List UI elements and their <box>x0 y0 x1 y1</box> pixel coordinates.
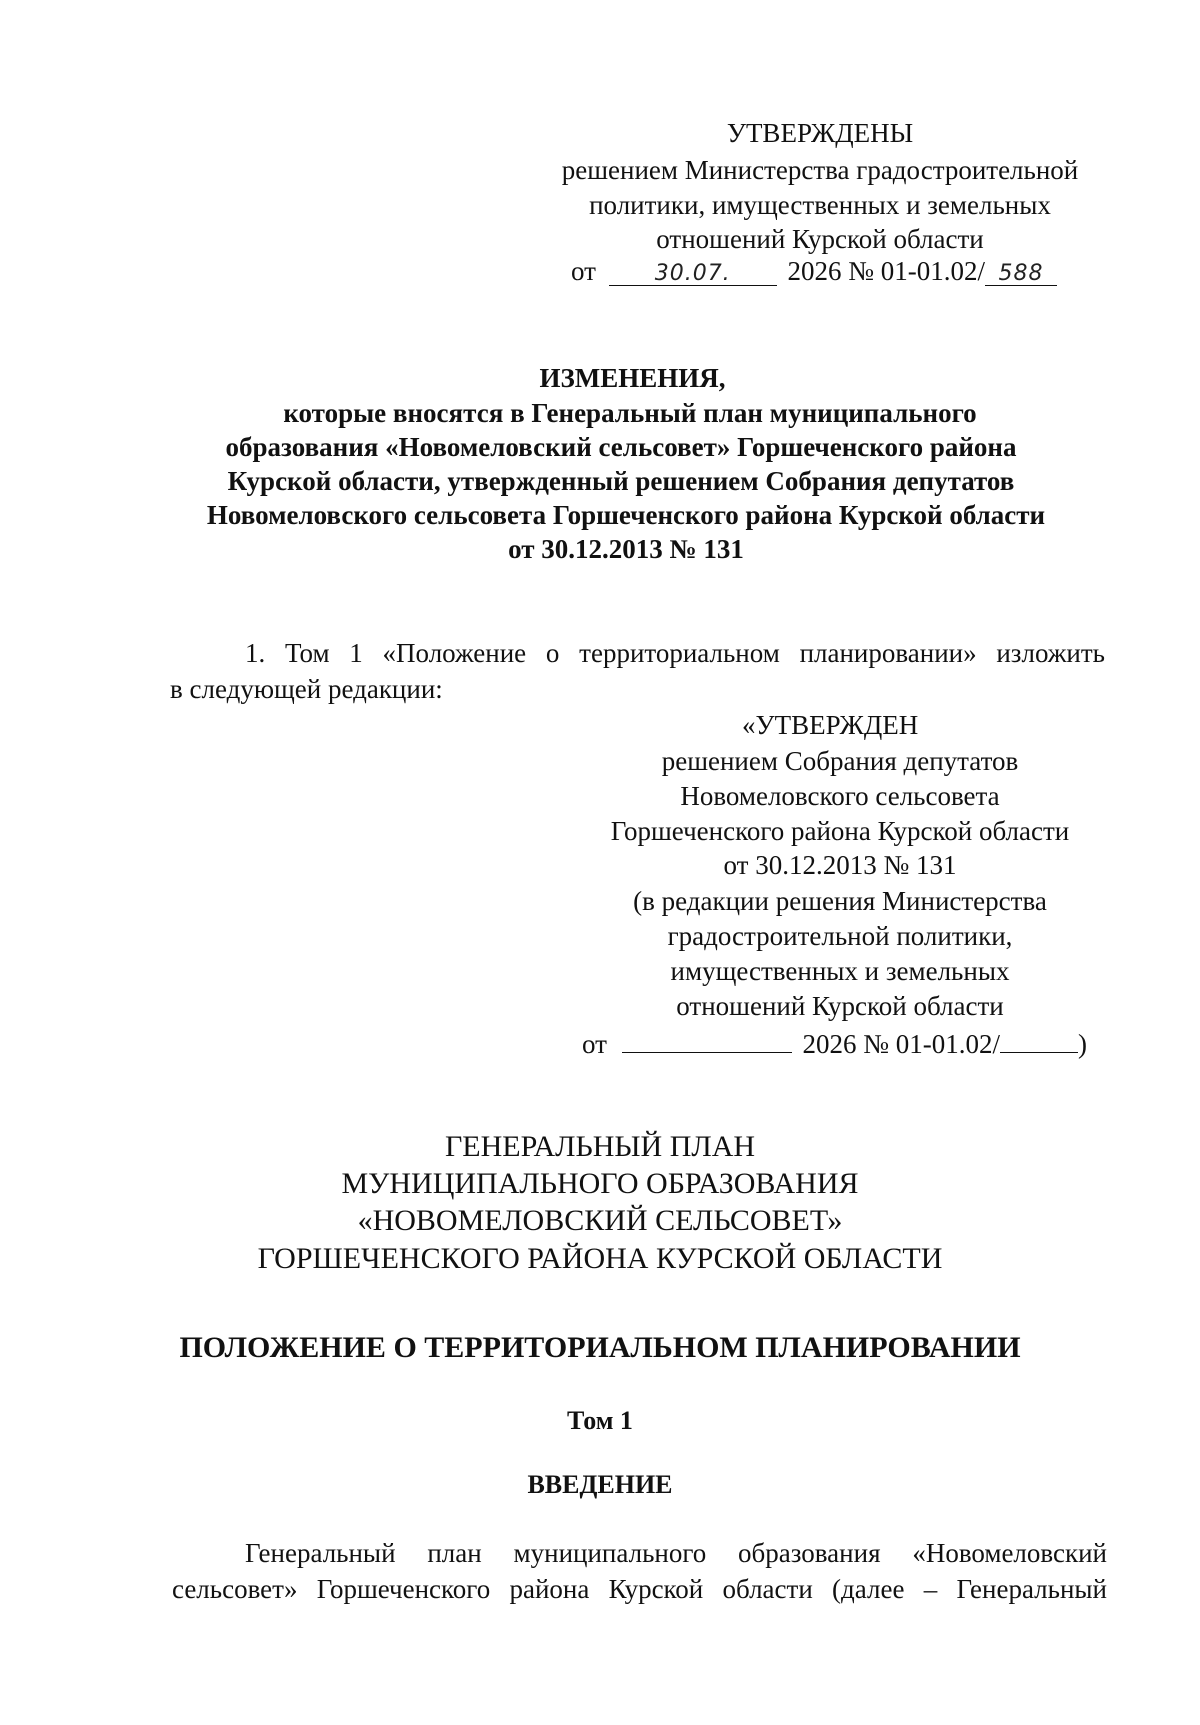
changes-line-2: образования «Новомеловский сельсовет» Горшеченского района <box>225 432 1017 462</box>
approved-line-7: имущественных и земельных <box>670 956 1010 986</box>
general-plan-title-3: «НОВОМЕЛОВСКИЙ СЕЛЬСОВЕТ» <box>357 1204 843 1237</box>
approval-date-line <box>571 258 1057 286</box>
changes-line-5: от 30.12.2013 № 131 <box>508 534 744 564</box>
changes-line-1: которые вносятся в Генеральный план муниципального <box>283 398 977 428</box>
approved-number-blank <box>1000 1028 1078 1053</box>
volume-label: Том 1 <box>567 1406 633 1435</box>
approved-line-1: решением Собрания депутатов <box>661 746 1019 776</box>
approval-year-number: 2026 № 01-01.02/ <box>787 256 985 286</box>
general-plan-title-2: МУНИЦИПАЛЬНОГО ОБРАЗОВАНИЯ <box>341 1167 859 1200</box>
changes-line-4: Новомеловского сельсовета Горшеченского района Курской области <box>206 500 1046 530</box>
general-plan-title-1: ГЕНЕРАЛЬНЫЙ ПЛАН <box>444 1130 756 1163</box>
item1-line-2: в следующей редакции: <box>170 674 443 704</box>
approved-line-3: Горшеченского района Курской области <box>610 816 1070 846</box>
general-plan-title-4: ГОРШЕЧЕНСКОГО РАЙОНА КУРСКОЙ ОБЛАСТИ <box>257 1242 943 1275</box>
changes-line-3: Курской области, утвержденный решением Собрания депутатов <box>227 466 1015 496</box>
approved-date-line <box>582 1028 1087 1058</box>
approved-line-4: от 30.12.2013 № 131 <box>723 850 957 880</box>
approved-title: «УТВЕРЖДЕН <box>742 710 919 740</box>
approved-line-5: (в редакции решения Министерства <box>633 886 1047 916</box>
approved-line-8: отношений Курской области <box>676 991 1004 1021</box>
approved-year-number: 2026 № 01-01.02/ <box>802 1029 1000 1059</box>
approval-number-field <box>985 258 1057 286</box>
item1-line-1: 1. Том 1 «Положение о территориальном планировании» изложить <box>245 638 1105 668</box>
approved-date-blank <box>622 1028 792 1053</box>
approval-title: УТВЕРЖДЕНЫ <box>726 118 914 148</box>
regulation-title: ПОЛОЖЕНИЕ О ТЕРРИТОРИАЛЬНОМ ПЛАНИРОВАНИИ <box>179 1331 1021 1364</box>
intro-heading: ВВЕДЕНИЕ <box>527 1470 673 1499</box>
approval-date-prefix: от <box>571 256 596 286</box>
approval-date-field <box>609 258 777 286</box>
changes-title: ИЗМЕНЕНИЯ, <box>539 363 726 393</box>
approved-date-prefix: от <box>582 1029 607 1059</box>
approval-line-2: политики, имущественных и земельных <box>589 190 1051 220</box>
approved-closing-paren: ) <box>1077 1029 1087 1059</box>
approval-number-handwritten: 588 <box>998 261 1044 286</box>
approved-line-2: Новомеловского сельсовета <box>680 781 1000 811</box>
approval-date-handwritten: 30.07. <box>654 261 731 286</box>
intro-line-1: Генеральный план муниципального образования «Новомеловский <box>245 1538 1107 1568</box>
approval-line-1: решением Министерства градостроительной <box>561 155 1079 185</box>
approved-line-6: градостроительной политики, <box>667 921 1013 951</box>
approval-line-3: отношений Курской области <box>656 224 984 254</box>
intro-line-2: сельсовет» Горшеченского района Курской области (далее – Генеральный <box>172 1574 1107 1604</box>
